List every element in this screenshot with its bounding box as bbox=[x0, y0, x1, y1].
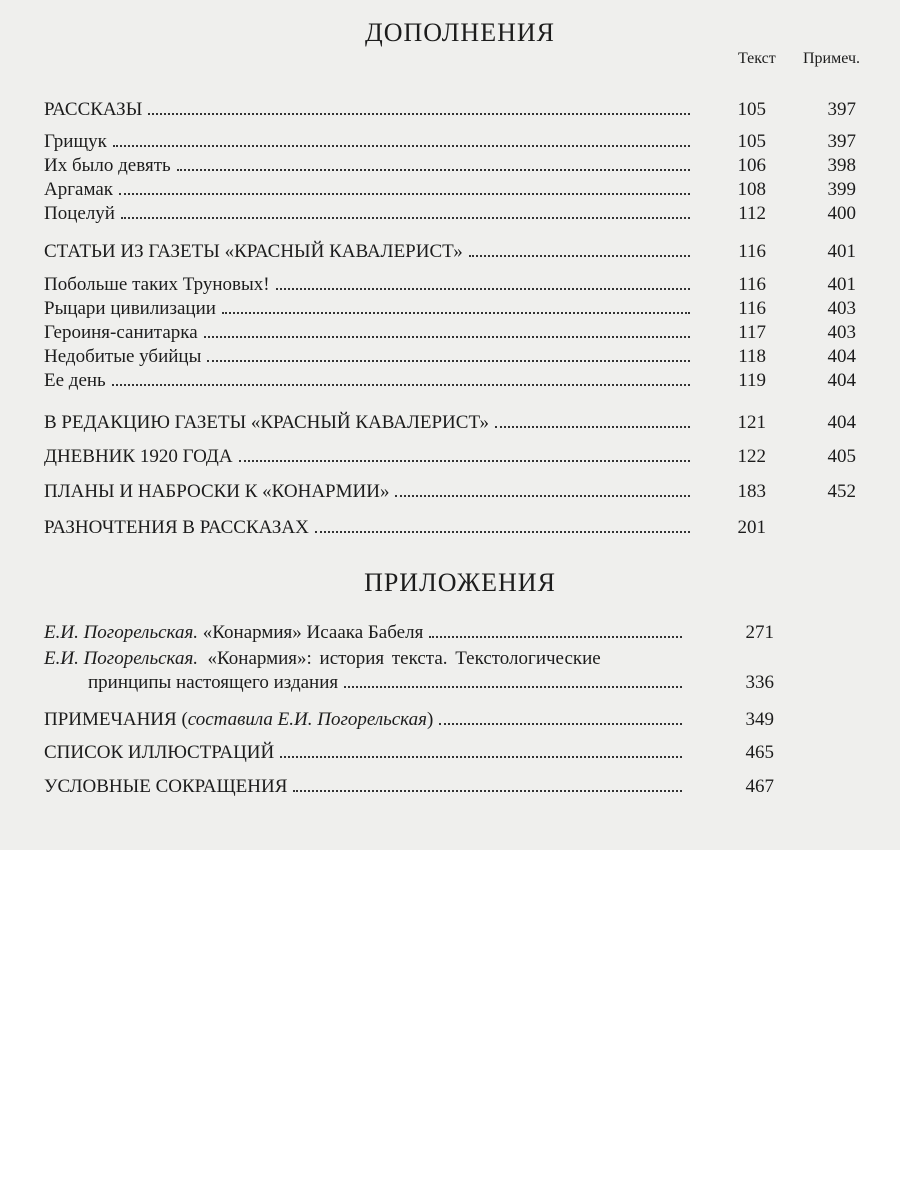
dot-leader bbox=[207, 360, 690, 362]
entry-label: УСЛОВНЫЕ СОКРАЩЕНИЯ bbox=[44, 776, 288, 797]
dot-leader bbox=[177, 169, 690, 171]
dot-leader bbox=[204, 336, 690, 338]
entry-compiler: составила Е.И. Погорельская bbox=[187, 709, 427, 730]
entry-label-end: ) bbox=[426, 709, 434, 730]
entry-label bbox=[44, 648, 601, 670]
notes-page: 398 bbox=[827, 155, 856, 176]
entry-label: Побольше таких Труновых! bbox=[44, 274, 270, 295]
entry-author: Е.И. Погорельская. bbox=[44, 648, 199, 669]
entry-label: Рыцари цивилизации bbox=[44, 298, 216, 319]
column-header-notes: Примеч. bbox=[803, 50, 860, 67]
text-page: 349 bbox=[745, 709, 774, 730]
dot-leader bbox=[344, 686, 682, 688]
notes-page: 405 bbox=[827, 446, 856, 467]
toc-entry[interactable] bbox=[44, 446, 874, 470]
text-page: 118 bbox=[738, 346, 766, 367]
section-title-appendices: ПРИЛОЖЕНИЯ bbox=[364, 568, 556, 597]
dot-leader bbox=[469, 255, 690, 257]
entry-author: Е.И. Погорельская. bbox=[44, 622, 199, 643]
notes-page: 403 bbox=[827, 322, 856, 343]
entry-label: В РЕДАКЦИЮ ГАЗЕТЫ «КРАСНЫЙ КАВАЛЕРИСТ» bbox=[44, 412, 490, 433]
text-page: 271 bbox=[745, 622, 774, 643]
notes-page: 397 bbox=[827, 131, 856, 152]
toc-entry-line1[interactable] bbox=[44, 648, 874, 672]
text-page: 467 bbox=[745, 776, 774, 797]
entry-label: СПИСОК ИЛЛЮСТРАЦИЙ bbox=[44, 742, 275, 763]
entry-label: РАССКАЗЫ bbox=[44, 99, 143, 120]
dot-leader bbox=[429, 636, 682, 638]
toc-entry[interactable] bbox=[44, 776, 874, 800]
dot-leader bbox=[222, 312, 690, 314]
notes-page: 401 bbox=[827, 241, 856, 262]
toc-entry[interactable] bbox=[44, 481, 874, 505]
text-page: 465 bbox=[745, 742, 774, 763]
toc-entry[interactable] bbox=[44, 179, 874, 203]
entry-label: СТАТЬИ ИЗ ГАЗЕТЫ «КРАСНЫЙ КАВАЛЕРИСТ» bbox=[44, 241, 463, 262]
dot-leader bbox=[315, 531, 690, 533]
toc-entry[interactable] bbox=[44, 241, 874, 265]
text-page: 106 bbox=[737, 155, 766, 176]
notes-page: 397 bbox=[827, 99, 856, 120]
text-page: 336 bbox=[745, 672, 774, 693]
toc-entry[interactable] bbox=[44, 622, 874, 646]
entry-label: РАЗНОЧТЕНИЯ В РАССКАЗАХ bbox=[44, 517, 309, 538]
entry-label: Их было девять bbox=[44, 155, 171, 176]
section-title-supplements: ДОПОЛНЕНИЯ bbox=[365, 18, 555, 47]
entry-label: Грищук bbox=[44, 131, 107, 152]
text-page: 105 bbox=[737, 131, 766, 152]
toc-entry[interactable] bbox=[44, 131, 874, 155]
dot-leader bbox=[121, 217, 690, 219]
toc-entry[interactable] bbox=[44, 412, 874, 436]
text-page: 122 bbox=[737, 446, 766, 467]
dot-leader bbox=[119, 193, 690, 195]
text-page: 201 bbox=[737, 517, 766, 538]
notes-page: 403 bbox=[827, 298, 856, 319]
toc-entry[interactable] bbox=[44, 517, 874, 541]
dot-leader bbox=[113, 145, 690, 147]
text-page: 112 bbox=[738, 203, 766, 224]
entry-label: Героиня-санитарка bbox=[44, 322, 198, 343]
dot-leader bbox=[239, 460, 690, 462]
notes-page: 452 bbox=[827, 481, 856, 502]
entry-title-cont: принципы настоящего издания bbox=[88, 672, 339, 693]
text-page: 117 bbox=[738, 322, 766, 343]
notes-page: 401 bbox=[827, 274, 856, 295]
entry-label: Недобитые убийцы bbox=[44, 346, 202, 367]
dot-leader bbox=[395, 495, 690, 497]
text-page: 105 bbox=[737, 99, 766, 120]
entry-label bbox=[44, 622, 423, 644]
dot-leader bbox=[148, 113, 690, 115]
entry-label: Аргамак bbox=[44, 179, 114, 200]
entry-label: Ее день bbox=[44, 370, 106, 391]
entry-label: Поцелуй bbox=[44, 203, 115, 224]
notes-page: 399 bbox=[827, 179, 856, 200]
column-header-text: Текст bbox=[738, 50, 776, 67]
entry-title: «Конармия»: история текста. Текстологические bbox=[207, 648, 601, 669]
toc-entry[interactable] bbox=[44, 742, 874, 766]
toc-entry[interactable] bbox=[44, 274, 874, 298]
entry-label bbox=[44, 709, 433, 731]
dot-leader bbox=[495, 426, 690, 428]
dot-leader bbox=[293, 790, 682, 792]
toc-entry[interactable] bbox=[44, 370, 874, 394]
toc-entry[interactable] bbox=[44, 99, 874, 123]
dot-leader bbox=[280, 756, 682, 758]
notes-page: 404 bbox=[827, 346, 856, 367]
toc-entry[interactable] bbox=[44, 298, 874, 322]
dot-leader bbox=[112, 384, 690, 386]
toc-entry[interactable] bbox=[44, 322, 874, 346]
text-page: 116 bbox=[738, 298, 766, 319]
dot-leader bbox=[276, 288, 690, 290]
toc-entry-line2[interactable] bbox=[88, 672, 874, 696]
text-page: 183 bbox=[737, 481, 766, 502]
text-page: 119 bbox=[738, 370, 766, 391]
entry-label: ПЛАНЫ И НАБРОСКИ К «КОНАРМИИ» bbox=[44, 481, 390, 502]
text-page: 108 bbox=[737, 179, 766, 200]
notes-page: 404 bbox=[827, 412, 856, 433]
entry-label: ДНЕВНИК 1920 ГОДА bbox=[44, 446, 233, 467]
text-page: 116 bbox=[738, 274, 766, 295]
toc-entry[interactable] bbox=[44, 346, 874, 370]
notes-page: 400 bbox=[827, 203, 856, 224]
entry-label-start: ПРИМЕЧАНИЯ ( bbox=[44, 709, 188, 730]
entry-title: «Конармия» Исаака Бабеля bbox=[202, 622, 424, 643]
text-page: 116 bbox=[738, 241, 766, 262]
toc-entry[interactable] bbox=[44, 155, 874, 179]
notes-page: 404 bbox=[827, 370, 856, 391]
dot-leader bbox=[439, 723, 682, 725]
toc-entry[interactable] bbox=[44, 709, 874, 733]
toc-entry[interactable] bbox=[44, 203, 874, 227]
text-page: 121 bbox=[737, 412, 766, 433]
